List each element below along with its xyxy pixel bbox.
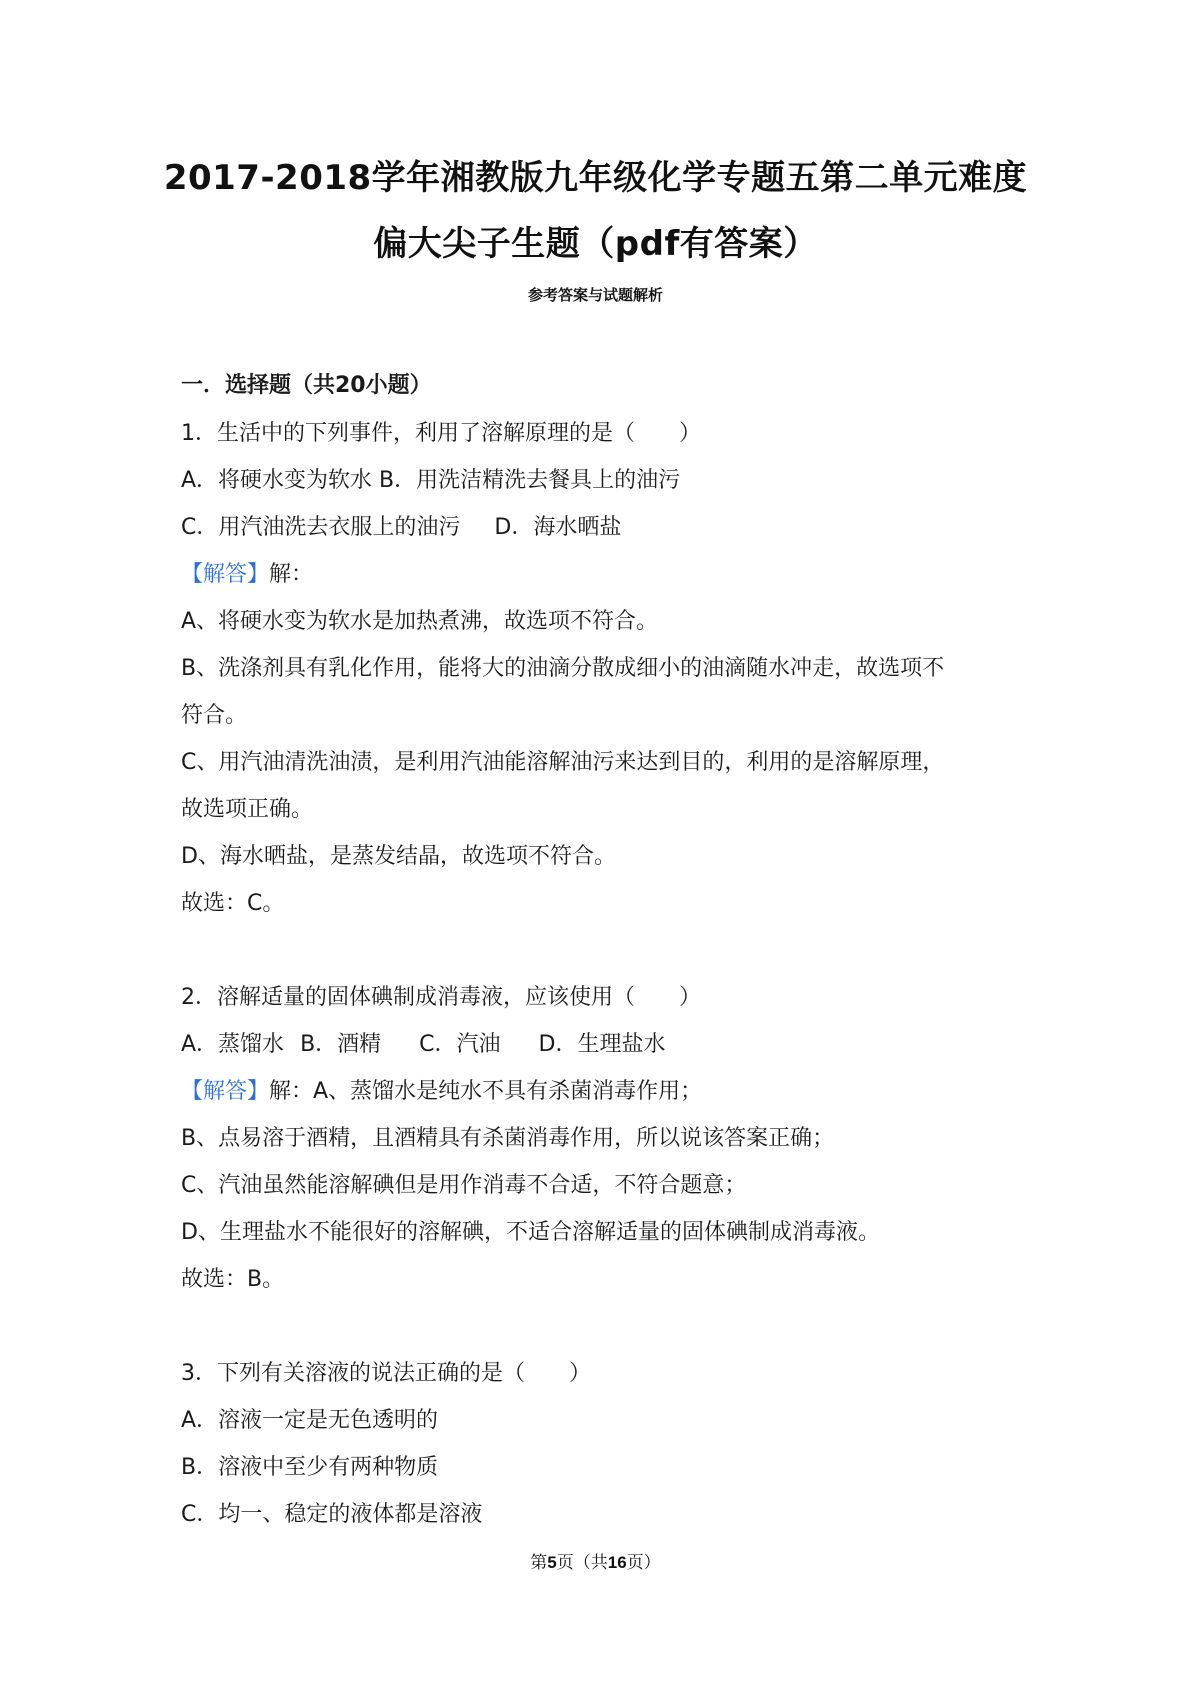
q2-analysis-line: C、汽油虽然能溶解碘但是用作消毒不合适，不符合题意； bbox=[181, 1173, 747, 1198]
q1-stem: 1．生活中的下列事件，利用了溶解原理的是（ ） bbox=[181, 421, 701, 446]
q2-stem: 2．溶解适量的固体碘制成消毒液，应该使用（ ） bbox=[181, 985, 701, 1010]
q3-option-c: C．均一、稳定的液体都是溶液 bbox=[181, 1502, 483, 1527]
q1-answer-intro: 解： bbox=[269, 562, 314, 587]
q1-conclusion: 故选：C。 bbox=[181, 891, 285, 916]
q2-option-b: B．酒精 bbox=[300, 1032, 382, 1057]
footer-suffix: 页） bbox=[626, 1553, 661, 1573]
footer-prefix: 第 bbox=[530, 1553, 548, 1573]
q3-option-b: B．溶液中至少有两种物质 bbox=[181, 1455, 439, 1480]
q2-analysis-line: B、点易溶于酒精，且酒精具有杀菌消毒作用，所以说该答案正确； bbox=[181, 1126, 835, 1151]
q1-analysis-line: D、海水晒盐，是蒸发结晶，故选项不符合。 bbox=[181, 844, 616, 869]
document-title-line-1: 2017-2018学年湘教版九年级化学专题五第二单元难度 bbox=[163, 158, 1028, 198]
document-body bbox=[181, 368, 1031, 1538]
q2-option-d: D．生理盐水 bbox=[538, 1032, 666, 1057]
q3-stem: 3．下列有关溶液的说法正确的是（ ） bbox=[181, 1361, 591, 1386]
q1-answer-header bbox=[181, 551, 1031, 598]
q1-analysis-line: 符合。 bbox=[181, 703, 248, 728]
q2-answer-header bbox=[181, 1068, 1031, 1115]
section-heading: 一．选择题（共20小题） bbox=[181, 373, 432, 398]
footer-total-pages: 16 bbox=[607, 1553, 627, 1572]
document-title-line-2: 偏大尖子生题（pdf有答案） bbox=[373, 224, 818, 264]
q1-option-d: D．海水晒盐 bbox=[494, 515, 622, 540]
q1-option-c: C．用汽油洗去衣服上的油污 bbox=[181, 515, 461, 540]
document-subtitle: 参考答案与试题解析 bbox=[527, 286, 663, 304]
spacer bbox=[181, 1303, 1031, 1350]
answer-tag: 【解答】 bbox=[181, 562, 270, 587]
q3-option-a: A．溶液一定是无色透明的 bbox=[181, 1408, 439, 1433]
page-footer bbox=[0, 1548, 1191, 1573]
footer-middle: 页（共 bbox=[556, 1553, 608, 1573]
q1-analysis-line: C、用汽油清洗油渍，是利用汽油能溶解油污来达到目的，利用的是溶解原理， bbox=[181, 750, 945, 775]
footer-page-number: 5 bbox=[547, 1553, 557, 1572]
q1-analysis-line: A、将硬水变为软水是加热煮沸，故选项不符合。 bbox=[181, 609, 659, 634]
q2-analysis-line: D、生理盐水不能很好的溶解碘，不适合溶解适量的固体碘制成消毒液。 bbox=[181, 1220, 880, 1245]
q2-option-a: A．蒸馏水 bbox=[181, 1032, 285, 1057]
spacer bbox=[181, 927, 1031, 974]
q1-options-line-2 bbox=[181, 504, 1031, 551]
q2-option-c: C．汽油 bbox=[419, 1032, 501, 1057]
q1-options-line-1: A．将硬水变为软水 B．用洗洁精洗去餐具上的油污 bbox=[181, 468, 681, 493]
q2-conclusion: 故选：B。 bbox=[181, 1267, 285, 1292]
q2-options bbox=[181, 1021, 1031, 1068]
q2-answer-first: 解：A、蒸馏水是纯水不具有杀菌消毒作用； bbox=[269, 1079, 703, 1104]
q1-analysis-line: 故选项正确。 bbox=[181, 797, 314, 822]
q1-analysis-line: B、洗涤剂具有乳化作用，能将大的油滴分散成细小的油滴随水冲走，故选项不 bbox=[181, 656, 945, 681]
answer-tag: 【解答】 bbox=[181, 1079, 270, 1104]
